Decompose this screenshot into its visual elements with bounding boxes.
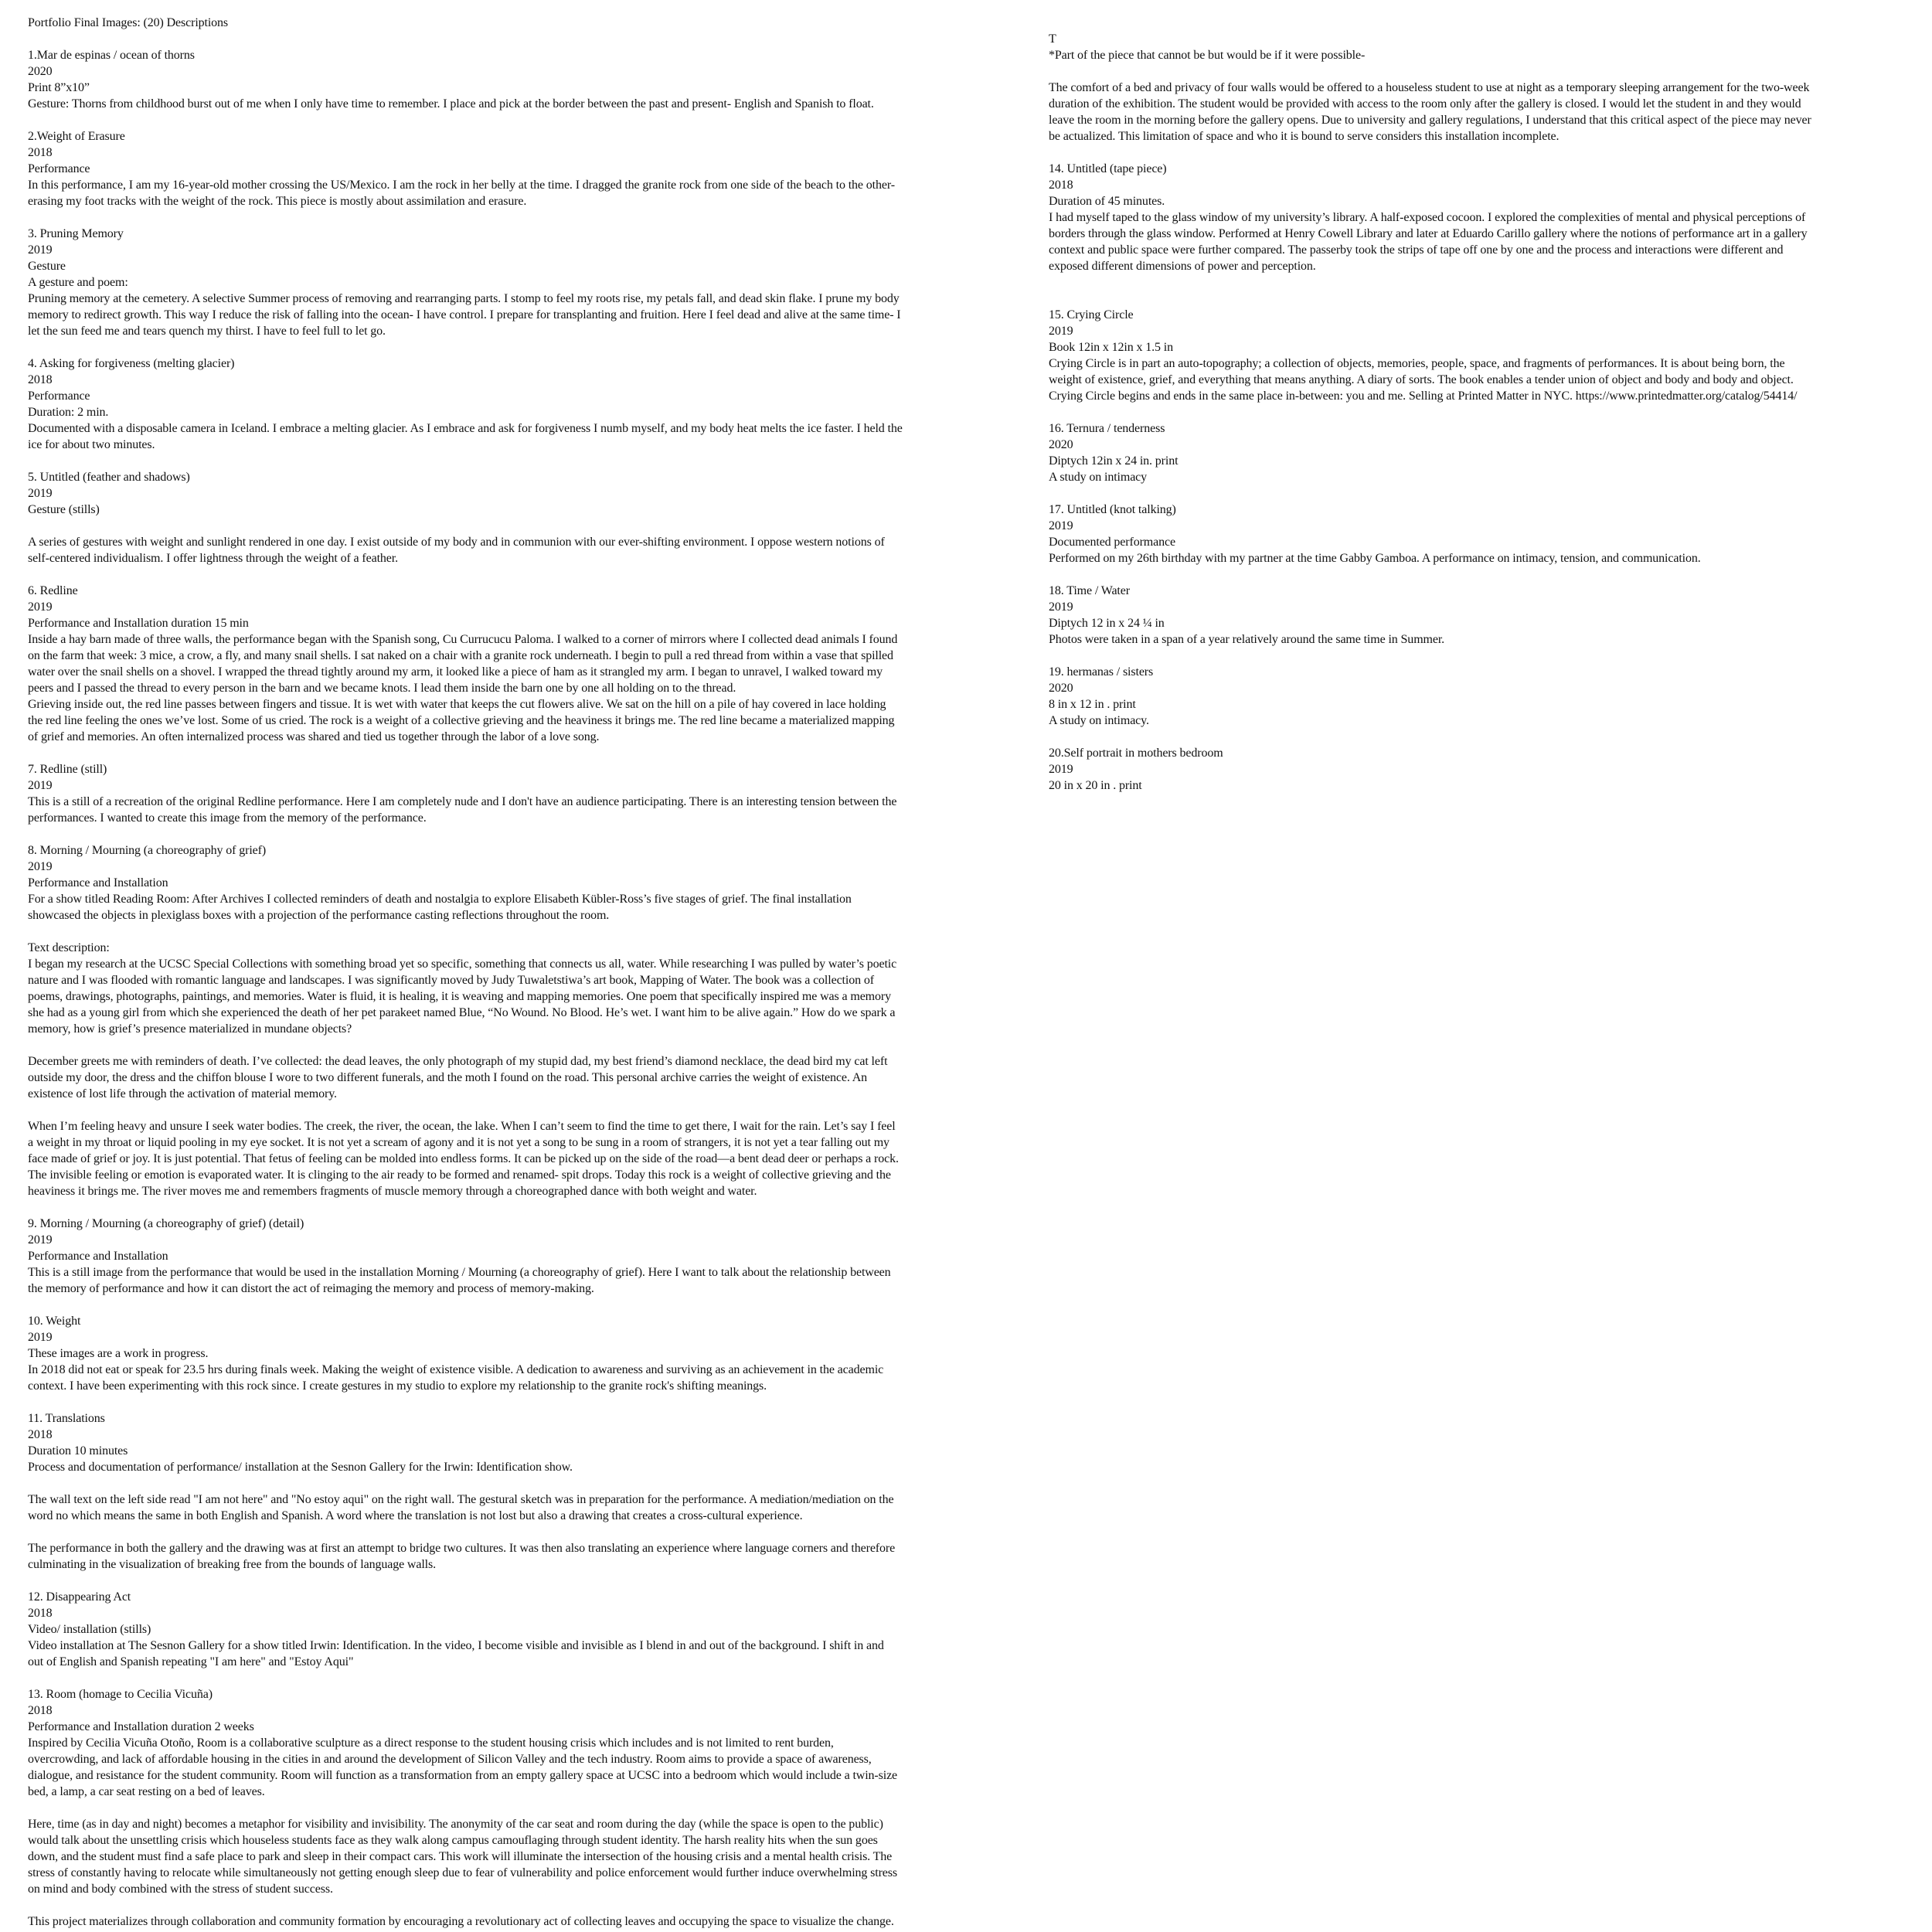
paragraph-gap [28, 31, 1032, 47]
text-line: Performance and Installation duration 15 min [28, 617, 249, 630]
text-line: Diptych 12in x 24 in. print [1049, 454, 1179, 468]
text-line: Performance and Installation duration 2 weeks [28, 1720, 254, 1733]
text-line: 18. Time / Water [1049, 584, 1130, 597]
text-line: 4. Asking for forgiveness (melting glacier) [28, 357, 235, 370]
text-line: 2019 [1049, 600, 1073, 614]
text-line: leave the room in the morning before the gallery opens. Due to university and gallery regulations, I understand that this critical aspect of the piece may never [1049, 114, 1811, 127]
text-line: Video installation at The Sesnon Gallery for a show titled Irwin: Identification. In the video, I become visible and invisible as I blend in and out of the background. I shift in and [28, 1639, 884, 1652]
text-line: 2.Weight of Erasure [28, 130, 125, 143]
text-line: 5. Untitled (feather and shadows) [28, 471, 190, 484]
text-line: let the sun feed me and tears quench my thirst. I have to feel full to let go. [28, 325, 386, 338]
paragraph-gap [28, 923, 1032, 940]
text-line: 10. Weight [28, 1315, 81, 1328]
paragraph-gap [1049, 485, 1922, 502]
paragraph-gap [1049, 566, 1922, 583]
paragraph-gap [28, 1394, 1032, 1410]
paragraph-gap [28, 339, 1032, 355]
paragraph-gap [28, 1475, 1032, 1492]
paragraph-gap [28, 1102, 1032, 1118]
text-line: water over the snail shells on a shovel. I wrapped the thread tightly around my arm, it looked like a piece of ham as it strangled my arm. I began to unravel, I walked toward my [28, 665, 883, 679]
text-line: on the farm that week: 3 mice, a crow, a fly, and many snail shells. I sat naked on a chair with a granite rock underneath. I begin to pull a red thread from within a vase that spilled [28, 649, 893, 662]
text-line: Crying Circle begins and ends in the same place in-between: you and me. Selling at Printed Matter in NYC. https://www.printedmatter.org/catalog/54414/ [1049, 389, 1798, 403]
text-line: 2019 [28, 487, 53, 500]
text-line: be actualized. This limitation of space and who it is bound to serve considers this installation incomplete. [1049, 130, 1560, 143]
text-line: a weight in my throat or liquid pooling in my eye socket. It is not yet a scream of agony and it is not yet a song to be sung in a room of strangers, it is not yet a tear falling out my [28, 1136, 889, 1149]
text-line: down, and the student must find a safe place to park and sleep in their compact cars. This work will illuminate the intersection of the housing crisis and a mental health crisis. The [28, 1850, 893, 1863]
text-line: the memory of performance and how it can distort the act of reimaging the memory and process of memory-making. [28, 1282, 594, 1295]
paragraph-gap [28, 209, 1032, 226]
text-line: 8 in x 12 in . print [1049, 698, 1136, 711]
text-line: Performance [28, 389, 90, 403]
text-line: Performance and Installation [28, 876, 168, 889]
paragraph-gap [28, 826, 1032, 842]
text-line: December greets me with reminders of death. I’ve collected: the dead leaves, the only photograph of my stupid dad, my best friend’s diamond necklace, the dead bird my cat left [28, 1055, 888, 1068]
paragraph-gap [28, 1297, 1032, 1313]
paragraph-gap [28, 1199, 1032, 1216]
text-line: 7. Redline (still) [28, 763, 107, 776]
text-line: Portfolio Final Images: (20) Descriptions [28, 16, 229, 29]
text-line: 16. Ternura / tenderness [1049, 422, 1165, 435]
text-line: I had myself taped to the glass window of my university’s library. A half-exposed cocoon. I explored the complexities of mental and physical perceptions of [1049, 211, 1806, 224]
text-line: context. I have been experimenting with this rock since. I create gestures in my studio to explore my relationship to the granite rock's shifting meanings. [28, 1379, 767, 1393]
text-line: exposed different dimensions of power and perception. [1049, 260, 1316, 273]
text-line: Video/ installation (stills) [28, 1623, 151, 1636]
text-line: I began my research at the UCSC Special Collections with something broad yet so specific, something that connects us all, water. While researching I was pulled by water’s poetic [28, 957, 897, 971]
text-line: 2018 [28, 146, 53, 159]
paragraph-gap [28, 566, 1032, 583]
text-line: performances. I wanted to create this image from the memory of the performance. [28, 811, 427, 825]
text-line: of grief and memories. An often internalized process was shared and tied us together through the labor of a love song. [28, 730, 600, 743]
text-line: Diptych 12 in x 24 ¼ in [1049, 617, 1165, 630]
text-line: 2019 [28, 779, 53, 792]
right-column [1049, 31, 1922, 794]
text-line: memory to redirect growth. This way I reduce the risk of falling into the ocean- I have control. I prepare for transplanting and fruition. Here I feel dead and alive at the same time- I [28, 308, 901, 321]
text-line: A series of gestures with weight and sunlight rendered in one day. I exist outside of my body and in communion with our ever-shifting environment. I oppose western notions of [28, 536, 885, 549]
text-line: overcrowding, and lack of affordable housing in the cities in and around the development of Silicon Valley and the tech industry. Room aims to provide a space of awareness, [28, 1753, 872, 1766]
text-line: Duration 10 minutes [28, 1444, 128, 1458]
text-line: Gesture [28, 260, 66, 273]
text-line: 2020 [1049, 438, 1073, 451]
paragraph-gap [1049, 291, 1922, 307]
text-line: memory, how is grief’s presence materialized in mundane objects? [28, 1022, 352, 1036]
text-line: 20.Self portrait in mothers bedroom [1049, 747, 1223, 760]
text-line: Inside a hay barn made of three walls, the performance began with the Spanish song, Cu Currucucu Paloma. I walked to a corner of mirrors where I collected dead animals I found [28, 633, 898, 646]
text-line: 2019 [28, 600, 53, 614]
text-line: showcased the objects in plexiglass boxes with a projection of the performance casting reflections throughout the room. [28, 909, 610, 922]
text-line: nature and I was flooded with romantic language and landscapes. I was significantly moved by Judy Tuwaletstiwa’s art book, Mapping of Water. The book was a collection of [28, 974, 874, 987]
text-line: duration of the exhibition. The student would be provided with access to the room only after the gallery is closed. I would let the student in and they would [1049, 97, 1801, 111]
paragraph-gap [28, 1800, 1032, 1816]
paragraph-gap [1049, 404, 1922, 420]
text-line: Process and documentation of performance/ installation at the Sesnon Gallery for the Irwin: Identification show. [28, 1461, 573, 1474]
text-line: 2018 [28, 1607, 53, 1620]
text-line: Performance and Installation [28, 1250, 168, 1263]
text-line: These images are a work in progress. [28, 1347, 209, 1360]
text-line: Documented performance [1049, 536, 1175, 549]
paragraph-gap [1049, 729, 1922, 745]
text-line: When I’m feeling heavy and unsure I seek water bodies. The creek, the river, the ocean, the lake. When I can’t seem to find the time to get there, I wait for the rain. Let’s say I feel [28, 1120, 896, 1133]
text-line: In 2018 did not eat or speak for 23.5 hrs during finals week. Making the weight of existence visible. A dedication to awareness and surviving as an achievement in the academic [28, 1363, 884, 1376]
text-line: *Part of the piece that cannot be but would be if it were possible- [1049, 49, 1366, 62]
text-line: Here, time (as in day and night) becomes a metaphor for visibility and invisibility. The anonymity of the car seat and room during the day (while the space is open to the public) [28, 1818, 883, 1831]
text-line: Pruning memory at the cemetery. A selective Summer process of removing and rearranging parts. I stomp to feel my roots rise, my petals fall, and dead skin flake. I prune my body [28, 292, 900, 305]
text-line: A study on intimacy [1049, 471, 1148, 484]
text-line: Grieving inside out, the red line passes between fingers and tissue. It is wet with water that keeps the cut flowers alive. We sat on the hill on a pile of hay covered in lace holding [28, 698, 886, 711]
text-line: face made of grief or joy. It is just potential. That fetus of feeling can be molded into endless forms. It can be picked up on the side of the road—a bent dead deer or perhaps a rock. [28, 1152, 899, 1165]
text-line: 12. Disappearing Act [28, 1590, 131, 1604]
text-line: Duration: 2 min. [28, 406, 109, 419]
text-line: 19. hermanas / sisters [1049, 665, 1154, 679]
text-line: 2020 [1049, 682, 1073, 695]
text-line: existence of lost life through the activation of material memory. [28, 1087, 337, 1100]
text-line: 8. Morning / Mourning (a choreography of grief) [28, 844, 267, 857]
text-line: word no which means the same in both English and Spanish. A word where the translation is not lost but also a drawing that creates a cross-cultural experience. [28, 1509, 803, 1522]
paragraph-gap [1049, 145, 1922, 161]
text-line: A study on intimacy. [1049, 714, 1149, 727]
text-line: the red line feeling the ones we’ve lost. Some of us cried. The rock is a weight of a collective grieving and the heaviness it brings me. The red line became a materialized mapping [28, 714, 895, 727]
text-line: For a show titled Reading Room: After Archives I collected reminders of death and nostalgia to explore Elisabeth Kübler-Ross’s five stages of grief. The final installation [28, 893, 852, 906]
text-line: 13. Room (homage to Cecilia Vicuña) [28, 1688, 213, 1701]
text-line: 15. Crying Circle [1049, 308, 1134, 321]
text-line: 2019 [1049, 763, 1073, 776]
paragraph-gap [28, 1897, 1032, 1913]
left-column [28, 15, 1032, 1930]
text-line: 6. Redline [28, 584, 78, 597]
paragraph-gap [1049, 274, 1922, 291]
text-line: on mind and body combined with the stress of student success. [28, 1883, 333, 1896]
text-line: This is a still of a recreation of the original Redline performance. Here I am completely nude and I don't have an audience participating. There is an interesting tension between the [28, 795, 897, 808]
text-line: This is a still image from the performance that would be used in the installation Morning / Mourning (a choreography of grief). Here I want to talk about the relationship between [28, 1266, 891, 1279]
text-line: she had as a young girl from which she experienced the death of her pet parakeet named Blue, “No Wound. No Blood. He’s wet. I want him to be alive again.” How do we spark a [28, 1006, 896, 1019]
text-line: 2019 [28, 860, 53, 873]
text-line: Inspired by Cecilia Vicuña Otoño, Room is a collaborative sculpture as a direct response to the student housing crisis which includes and is not limited to rent burden, [28, 1736, 834, 1750]
text-line: This project materializes through collaboration and community formation by encouraging a revolutionary act of collecting leaves and occupying the space to visualize the change. [28, 1915, 894, 1928]
text-line: heaviness it brings me. The river moves me and remembers fragments of muscle memory through a choreographed dance with both weight and water. [28, 1185, 757, 1198]
text-line: 2018 [28, 373, 53, 386]
text-line: Gesture: Thorns from childhood burst out of me when I only have time to remember. I place and pick at the border between the past and present- English and Spanish to float. [28, 97, 874, 111]
text-line: 11. Translations [28, 1412, 105, 1425]
text-line: A gesture and poem: [28, 276, 128, 289]
text-line: Crying Circle is in part an auto-topography; a collection of objects, memories, people, space, and fragments of performances. It is about being born, the [1049, 357, 1785, 370]
text-line: poems, drawings, photographs, paintings, and memories. Water is fluid, it is healing, it is weaving and mapping memories. One poem that specifically inspired me was a memory [28, 990, 891, 1003]
text-line: 3. Pruning Memory [28, 227, 124, 240]
text-line: 14. Untitled (tape piece) [1049, 162, 1167, 175]
paragraph-gap [28, 1573, 1032, 1589]
text-line: peers and I passed the thread to every person in the barn and we became knots. I lead them inside the barn one by one all holding on to the thread. [28, 682, 736, 695]
paragraph-gap [28, 745, 1032, 761]
text-line: 2018 [28, 1704, 53, 1717]
text-line: 2020 [28, 65, 53, 78]
text-line: T [1049, 32, 1056, 46]
text-line: 20 in x 20 in . print [1049, 779, 1142, 792]
paragraph-gap [28, 518, 1032, 534]
text-line: 2018 [1049, 179, 1073, 192]
text-line: 17. Untitled (knot talking) [1049, 503, 1176, 516]
text-line: Book 12in x 12in x 1.5 in [1049, 341, 1174, 354]
text-line: In this performance, I am my 16-year-old mother crossing the US/Mexico. I am the rock in her belly at the time. I dragged the granite rock from one side of the beach to the other- [28, 179, 895, 192]
text-line: Text description: [28, 941, 110, 954]
paragraph-gap [28, 1670, 1032, 1686]
paragraph-gap [28, 1037, 1032, 1053]
text-line: The comfort of a bed and privacy of four walls would be offered to a houseless student to use at night as a temporary sleeping arrangement for the two-week [1049, 81, 1810, 94]
text-line: 2019 [1049, 325, 1073, 338]
text-line: erasing my foot tracks with the weight of the rock. This piece is mostly about assimilation and erasure. [28, 195, 527, 208]
text-line: would talk about the unsettling crisis which houseless students face as they walk along campus camouflaging through student identity. The harsh reality hits when the sun goes [28, 1834, 878, 1847]
text-line: stress of constantly having to relocate while simultaneously not getting enough sleep due to fear of vulnerability and police enforcement would further induce overwhelming stress [28, 1866, 897, 1879]
text-line: Duration of 45 minutes. [1049, 195, 1165, 208]
text-line: bed, a lamp, a car seat resting on a bed of leaves. [28, 1785, 265, 1798]
text-line: weight of existence, grief, and everything that means anything. A diary of sorts. The book enables a tender union of object and body and body and object. [1049, 373, 1794, 386]
text-line: Performed on my 26th birthday with my partner at the time Gabby Gamboa. A performance on intimacy, tension, and communication. [1049, 552, 1701, 565]
paragraph-gap [28, 1524, 1032, 1540]
paragraph-gap [28, 112, 1032, 128]
text-line: culminating in the visualization of breaking free from the bounds of language walls. [28, 1558, 436, 1571]
text-line: 9. Morning / Mourning (a choreography of grief) (detail) [28, 1217, 304, 1230]
text-line: 2018 [28, 1428, 53, 1441]
text-line: context and public space were further compared. The passerby took the strips of tape off one by one and the process and interactions were different and [1049, 243, 1784, 257]
text-line: The wall text on the left side read "I am not here" and "No estoy aqui" on the right wall. The gestural sketch was in preparation for the performance. A mediation/mediation on the [28, 1493, 894, 1506]
text-line: 2019 [28, 243, 53, 257]
text-line: Performance [28, 162, 90, 175]
text-line: 2019 [28, 1233, 53, 1247]
text-line: outside my door, the dress and the chiffon blouse I wore to two different funerals, and the moth I found on the road. This personal archive carries the weight of existence. An [28, 1071, 868, 1084]
text-line: Photos were taken in a span of a year relatively around the same time in Summer. [1049, 633, 1445, 646]
text-line: ice for about two minutes. [28, 438, 155, 451]
text-line: 1.Mar de espinas / ocean of thorns [28, 49, 195, 62]
text-line: 2019 [28, 1331, 53, 1344]
text-line: Print 8”x10” [28, 81, 90, 94]
paragraph-gap [28, 453, 1032, 469]
text-line: The performance in both the gallery and the drawing was at first an attempt to bridge two cultures. It was then also translating an experience where language corners and therefore [28, 1542, 896, 1555]
text-line: 2019 [1049, 519, 1073, 532]
text-line: self-centered individualism. I offer lightness through the weight of a feather. [28, 552, 398, 565]
text-line: Documented with a disposable camera in Iceland. I embrace a melting glacier. As I embrace and ask for forgiveness I numb myself, and my body heat melts the ice faster. I held the [28, 422, 903, 435]
text-line: out of English and Spanish repeating "I am here" and "Estoy Aqui" [28, 1655, 354, 1668]
paragraph-gap [1049, 648, 1922, 664]
text-line: borders through the glass window. Performed at Henry Cowell Library and later at Eduardo Carillo gallery where the notions of performance art in a gallery [1049, 227, 1808, 240]
paragraph-gap [1049, 63, 1922, 80]
text-line: Gesture (stills) [28, 503, 100, 516]
text-line: The invisible feeling or emotion is evaporated water. It is clinging to the air ready to be formed and renamed- spit drops. Today this rock is a weight of collective grieving and the [28, 1168, 891, 1182]
text-line: dialogue, and resistance for the student community. Room will function as a transformation from an empty gallery space at UCSC into a bedroom which would include a twin-size [28, 1769, 898, 1782]
